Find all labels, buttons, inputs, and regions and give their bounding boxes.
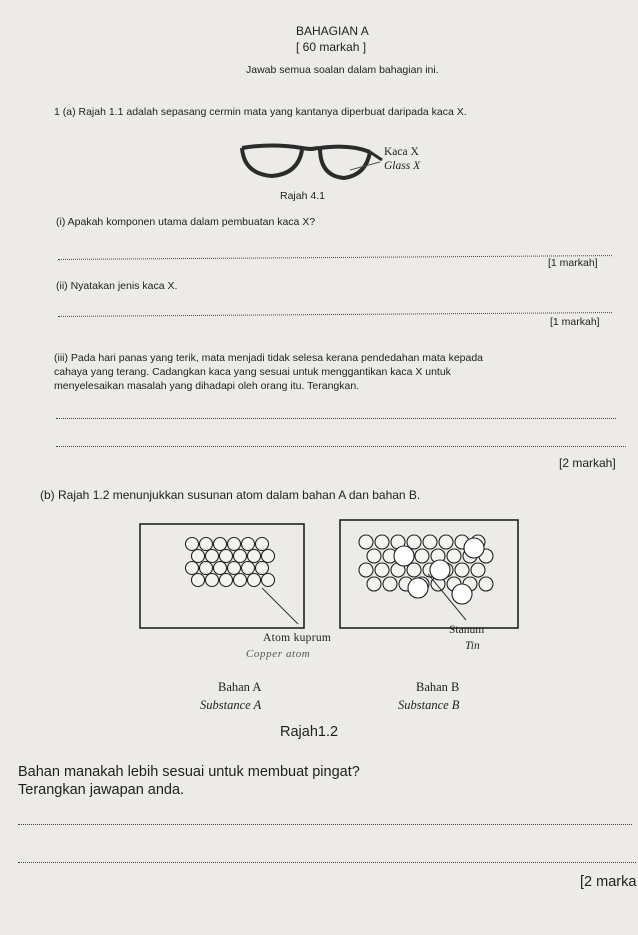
tin-atom <box>394 546 414 566</box>
copper-atom-label-ms: Atom kuprum <box>263 632 332 644</box>
tin-atom <box>430 560 450 580</box>
copper-atom <box>359 535 373 549</box>
question-1a-iii-line3: menyelesaikan masalah yang dihadapi oleh orang itu. Terangkan. <box>54 380 360 392</box>
copper-atom <box>248 550 261 563</box>
marks-ii: [1 markah] <box>550 316 600 328</box>
copper-atom <box>220 574 233 587</box>
copper-atom <box>220 550 233 563</box>
marks-b: [2 marka <box>580 874 637 890</box>
copper-atom <box>256 538 269 551</box>
copper-atom <box>248 574 261 587</box>
question-1a-iii-line1: (iii) Pada hari panas yang terik, mata menjadi tidak selesa kerana pendedahan mata kepada <box>54 352 484 364</box>
copper-atom <box>242 538 255 551</box>
copper-atom <box>367 577 381 591</box>
copper-atom <box>192 550 205 563</box>
figure-4-1-caption: Rajah 4.1 <box>280 190 325 202</box>
answer-line-b-2[interactable] <box>18 862 636 863</box>
question-1a-intro: 1 (a) Rajah 1.1 adalah sepasang cermin mata yang kantanya diperbuat daripada kaca X. <box>54 106 467 118</box>
copper-atom <box>375 535 389 549</box>
glass-x-label-ms: Kaca X <box>384 146 419 158</box>
section-marks: [ 60 markah ] <box>296 40 367 54</box>
copper-atom <box>471 563 485 577</box>
substance-b-label-en: Substance B <box>398 698 460 712</box>
copper-pointer-line <box>262 588 298 624</box>
copper-atom <box>186 538 199 551</box>
question-1a-iii-line2: cahaya yang terang. Cadangkan kaca yang sesuai untuk menggantikan kaca X untuk <box>54 366 451 378</box>
copper-atom <box>214 538 227 551</box>
section-instruction: Jawab semua soalan dalam bahagian ini. <box>246 64 439 76</box>
substance-a-label-ms: Bahan A <box>218 680 262 694</box>
copper-atom <box>447 549 461 563</box>
copper-atom <box>455 563 469 577</box>
copper-atom <box>262 550 275 563</box>
glass-x-label-en: Glass X <box>384 160 421 172</box>
alloy-atom-lattice <box>359 535 493 604</box>
copper-atom <box>206 550 219 563</box>
copper-atom <box>359 563 373 577</box>
copper-atom <box>234 550 247 563</box>
tin-atom <box>408 578 428 598</box>
section-title: BAHAGIAN A <box>296 24 369 38</box>
question-1b-intro: (b) Rajah 1.2 menunjukkan susunan atom dalam bahan A dan bahan B. <box>40 488 421 502</box>
answer-line-b-1[interactable] <box>18 824 632 825</box>
copper-atom <box>383 577 397 591</box>
copper-atom <box>214 562 227 575</box>
copper-atom <box>375 563 389 577</box>
marks-iii: [2 markah] <box>559 456 616 470</box>
copper-atom <box>192 574 205 587</box>
copper-atom <box>228 538 241 551</box>
question-1b-line1: Bahan manakah lebih sesuai untuk membuat pingat? <box>18 764 360 780</box>
figure-1-2-caption: Rajah1.2 <box>280 724 339 740</box>
copper-atom <box>228 562 241 575</box>
tin-atom <box>464 538 484 558</box>
copper-atom <box>256 562 269 575</box>
copper-atom-lattice <box>186 538 275 587</box>
copper-atom-label-en: Copper atom <box>246 648 311 660</box>
copper-atom <box>200 538 213 551</box>
substance-b-label-ms: Bahan B <box>416 680 460 694</box>
tin-label-ms: Stanum <box>449 624 485 636</box>
copper-atom <box>423 535 437 549</box>
copper-atom <box>439 535 453 549</box>
marks-i: [1 markah] <box>548 257 598 269</box>
copper-atom <box>206 574 219 587</box>
question-1a-i: (i) Apakah komponen utama dalam pembuatan kaca X? <box>56 216 316 228</box>
tin-atom <box>452 584 472 604</box>
question-1b-line2: Terangkan jawapan anda. <box>18 782 185 798</box>
copper-atom <box>200 562 213 575</box>
substance-a-label-en: Substance A <box>200 698 262 712</box>
copper-atom <box>479 577 493 591</box>
copper-atom <box>242 562 255 575</box>
copper-atom <box>415 549 429 563</box>
copper-atom <box>234 574 247 587</box>
question-1a-ii: (ii) Nyatakan jenis kaca X. <box>56 280 178 292</box>
copper-atom <box>186 562 199 575</box>
copper-atom <box>262 574 275 587</box>
tin-label-en: Tin <box>465 640 480 652</box>
copper-atom <box>367 549 381 563</box>
